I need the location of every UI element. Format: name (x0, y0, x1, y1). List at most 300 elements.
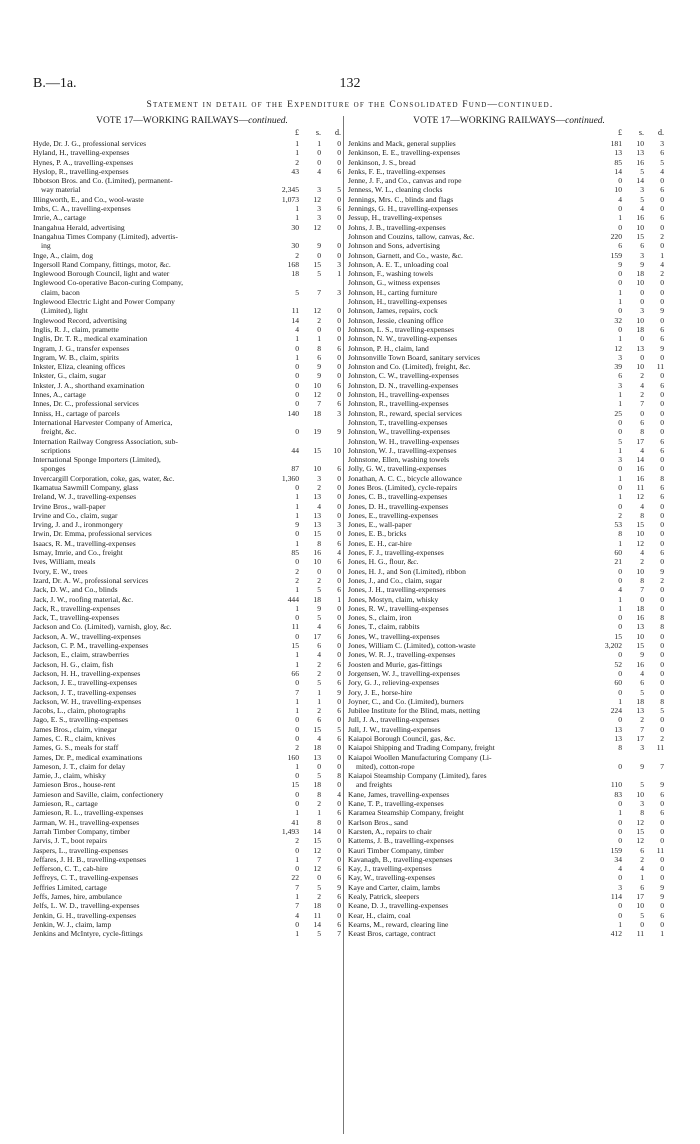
amount-shillings: 11 (636, 929, 644, 939)
ledger-row (348, 697, 670, 706)
amount-pence: 0 (337, 761, 341, 771)
amount-shillings: 0 (640, 287, 644, 297)
ledger-row (348, 883, 670, 892)
amount-pence: 0 (660, 390, 664, 400)
payee-name: Johnson, H., carting furniture (348, 287, 438, 297)
payee-name: claim, bacon (41, 287, 80, 297)
amount-shillings: 12 (313, 306, 321, 316)
payee-name: Jackson, E., claim, strawberries (33, 650, 129, 660)
ledger-row (348, 427, 670, 436)
ledger-row (348, 920, 670, 929)
amount-pence: 0 (660, 603, 664, 613)
payee-name: Inangahua Herald, advertising (33, 222, 125, 232)
amount-shillings: 17 (313, 631, 321, 641)
amount-pence: 6 (660, 436, 664, 446)
payee-name: mited), cotton-rope (356, 761, 415, 771)
amount-pounds: 0 (618, 278, 622, 288)
payee-name: Inkster, G., claim, sugar (33, 371, 106, 381)
amount-pounds: 1 (618, 213, 622, 223)
ledger-row (348, 185, 670, 194)
amount-pounds: 1 (618, 808, 622, 818)
amount-pounds: 3 (618, 455, 622, 465)
amount-pence: 10 (333, 445, 341, 455)
payee-name: Kear, H., claim, coal (348, 910, 411, 920)
ledger-row (348, 176, 670, 185)
ledger-row (33, 920, 351, 929)
amount-shillings: 10 (636, 566, 644, 576)
amount-pence: 0 (337, 157, 341, 167)
amount-pence: 6 (337, 892, 341, 902)
amount-shillings: 5 (640, 166, 644, 176)
ledger-row (348, 632, 670, 641)
amount-pounds: 52 (614, 659, 622, 669)
amount-pounds: 0 (618, 324, 622, 334)
amount-shillings: 2 (317, 482, 321, 492)
amount-shillings: 16 (313, 548, 321, 558)
amount-shillings: 1 (317, 139, 321, 148)
ledger-row (348, 464, 670, 473)
payee-name: Jones, H. G., flour, &c. (348, 557, 419, 567)
ledger-row (348, 502, 670, 511)
amount-shillings: 0 (640, 919, 644, 929)
ledger-row (33, 185, 351, 194)
payee-name: Kay, W., travelling-expenses (348, 873, 436, 883)
ledger-row (33, 929, 351, 938)
amount-pence: 6 (660, 380, 664, 390)
amount-pence: 0 (337, 650, 341, 660)
amount-pounds: 0 (295, 678, 299, 688)
payee-name: Ives, William, meals (33, 557, 96, 567)
amount-pounds: 1 (295, 892, 299, 902)
amount-pence: 6 (337, 734, 341, 743)
amount-pounds: 1 (618, 696, 622, 706)
ledger-row (33, 353, 351, 362)
ledger-row (33, 362, 351, 371)
payee-name: Karamea Steamship Company, freight (348, 808, 464, 818)
amount-shillings: 15 (313, 836, 321, 846)
ledger-row (348, 613, 670, 622)
amount-shillings: 2 (317, 315, 321, 325)
amount-pence: 0 (660, 501, 664, 511)
amount-pence: 0 (660, 399, 664, 409)
amount-shillings: 2 (317, 668, 321, 678)
ledger-row (348, 688, 670, 697)
ledger-row (33, 743, 351, 752)
amount-shillings: 8 (640, 427, 644, 437)
amount-pence: 8 (660, 613, 664, 623)
ledger-row (33, 260, 351, 269)
ledger-row (33, 650, 351, 659)
amount-pounds: 8 (618, 529, 622, 539)
amount-pence: 0 (337, 315, 341, 325)
amount-pence: 0 (660, 854, 664, 864)
amount-shillings: 12 (313, 864, 321, 874)
right-currency-header (348, 128, 670, 139)
amount-shillings: 8 (317, 817, 321, 827)
amount-pounds: 13 (614, 724, 622, 734)
amount-pounds: 444 (287, 594, 299, 604)
payee-name: Jones, E., travelling-expenses (348, 510, 439, 520)
amount-pence: 6 (660, 213, 664, 223)
ledger-row (348, 548, 670, 557)
amount-shillings: 4 (640, 501, 644, 511)
payee-name: Ingersoll Rand Company, fittings, motor, &c. (33, 259, 171, 269)
ledger-row (348, 260, 670, 269)
amount-shillings: 15 (636, 231, 644, 241)
ledger-row (348, 251, 670, 260)
payee-name: Jackson, A. W., travelling-expenses (33, 631, 141, 641)
amount-pounds: 39 (614, 362, 622, 372)
ledger-row (33, 148, 351, 157)
ledger-row (33, 195, 351, 204)
amount-pence: 0 (660, 417, 664, 427)
ledger-row (348, 641, 670, 650)
ledger-row (348, 446, 670, 455)
ledger-row (33, 753, 351, 762)
amount-shillings: 13 (313, 520, 321, 530)
amount-pence: 6 (337, 659, 341, 669)
amount-pence: 0 (660, 408, 664, 418)
amount-pounds: 30 (291, 241, 299, 251)
amount-shillings: 3 (317, 213, 321, 223)
ledger-row (33, 325, 351, 334)
amount-pence: 0 (660, 641, 664, 651)
amount-pence: 0 (660, 297, 664, 307)
payee-name: Johnston and Co. (Limited), freight, &c. (348, 362, 471, 372)
amount-pence: 9 (337, 427, 341, 437)
amount-shillings: 9 (317, 362, 321, 372)
amount-pounds: 4 (618, 585, 622, 595)
amount-shillings: 2 (640, 715, 644, 725)
series-reference: B.—1a. (33, 76, 77, 91)
ledger-row (33, 204, 351, 213)
payee-name: Jeffares, J. H. B., travelling-expenses (33, 854, 147, 864)
ledger-row (33, 734, 351, 743)
payee-name: Johnson, James, repairs, cock (348, 306, 438, 316)
ledger-row (348, 585, 670, 594)
amount-pounds: 159 (610, 845, 622, 855)
ledger-row (348, 706, 670, 715)
amount-pounds: 0 (618, 176, 622, 186)
amount-pounds: 0 (295, 529, 299, 539)
ledger-row (33, 557, 351, 566)
ledger-row (33, 576, 351, 585)
amount-pence: 0 (660, 176, 664, 186)
ledger-row (348, 715, 670, 724)
amount-pounds: 0 (618, 427, 622, 437)
amount-pounds: 2 (295, 566, 299, 576)
payee-name: Jorgensen, W. J., travelling-expenses (348, 668, 460, 678)
amount-pounds: 7 (295, 882, 299, 892)
amount-pence: 0 (660, 278, 664, 288)
amount-shillings: 2 (317, 659, 321, 669)
ledger-row (33, 818, 351, 827)
ledger-row (348, 167, 670, 176)
amount-shillings: 18 (636, 269, 644, 279)
amount-pounds: 1 (295, 204, 299, 214)
amount-pence: 6 (337, 585, 341, 595)
amount-shillings: 7 (317, 287, 321, 297)
ledger-row (348, 353, 670, 362)
amount-pence: 1 (660, 250, 664, 260)
ledger-row (33, 911, 351, 920)
amount-pounds: 0 (618, 836, 622, 846)
amount-pence: 6 (337, 204, 341, 214)
amount-pounds: 2 (618, 510, 622, 520)
amount-pence: 0 (660, 194, 664, 204)
amount-pounds: 1 (618, 287, 622, 297)
amount-pence: 0 (337, 510, 341, 520)
amount-pounds: 25 (614, 408, 622, 418)
payee-name: Inglewood Record, advertising (33, 315, 127, 325)
amount-pounds: 0 (618, 668, 622, 678)
payee-name: Jones, H. J., and Son (Limited), ribbon (348, 566, 466, 576)
payee-name: Invercargill Corporation, coke, gas, water, &c. (33, 473, 175, 483)
amount-pounds: 13 (614, 148, 622, 158)
amount-pounds: 87 (291, 464, 299, 474)
amount-pence: 0 (337, 901, 341, 911)
amount-pence: 0 (660, 668, 664, 678)
amount-shillings: 15 (313, 529, 321, 539)
ledger-row (348, 743, 670, 752)
amount-pence: 0 (337, 362, 341, 372)
payee-name: Jones, D. H., travelling-expenses (348, 501, 449, 511)
amount-shillings: 16 (636, 659, 644, 669)
amount-pence: 2 (660, 575, 664, 585)
shillings-header: s. (315, 128, 321, 137)
ledger-row (348, 158, 670, 167)
payee-name: Jamieson, R. L., travelling-expenses (33, 808, 144, 818)
amount-pence: 0 (337, 603, 341, 613)
amount-pence: 0 (337, 780, 341, 790)
amount-pounds: 1 (295, 213, 299, 223)
amount-pounds: 1 (295, 510, 299, 520)
amount-pence: 3 (337, 287, 341, 297)
payee-name: Johnson, H., travelling-expenses (348, 297, 447, 307)
payee-name: Johnson and Sons, advertising (348, 241, 440, 251)
amount-shillings: 0 (640, 408, 644, 418)
amount-pence: 0 (337, 324, 341, 334)
amount-pounds: 1 (295, 650, 299, 660)
ledger-row (348, 232, 670, 241)
amount-pounds: 1 (295, 854, 299, 864)
amount-shillings: 3 (640, 306, 644, 316)
amount-shillings: 3 (640, 250, 644, 260)
amount-pence: 0 (337, 613, 341, 623)
ledger-row (33, 502, 351, 511)
payee-name: Johnston, R., reward, special services (348, 408, 462, 418)
amount-pounds: 1,493 (281, 826, 299, 836)
amount-shillings: 12 (313, 845, 321, 855)
amount-shillings: 0 (317, 761, 321, 771)
amount-shillings: 12 (636, 538, 644, 548)
ledger-row (348, 213, 670, 222)
amount-pence: 0 (337, 306, 341, 316)
payee-name: Jones, William C. (Limited), cotton-waste (348, 641, 476, 651)
ledger-row (33, 697, 351, 706)
payee-name: Jacobs, L., claim, photographs (33, 706, 126, 716)
amount-pounds: 0 (618, 817, 622, 827)
ledger-row (33, 371, 351, 380)
amount-pounds: 0 (618, 482, 622, 492)
amount-pounds: 6 (618, 371, 622, 381)
amount-shillings: 14 (636, 455, 644, 465)
amount-shillings: 10 (636, 222, 644, 232)
payee-name: way material (41, 185, 81, 195)
amount-pence: 0 (337, 752, 341, 762)
payee-name: Jago, E. S., travelling-expenses (33, 715, 129, 725)
payee-name: Johnston, W., travelling-expenses (348, 427, 450, 437)
ledger-row (33, 567, 351, 576)
payee-name: Johnson, A. E. T., unloading coal (348, 259, 449, 269)
payee-name: Jaspers, L., travelling-expenses (33, 845, 129, 855)
ledger-row (33, 399, 351, 408)
payee-name: (Limited), light (41, 306, 88, 316)
ledger-row (33, 316, 351, 325)
amount-pence: 8 (660, 473, 664, 483)
ledger-row (33, 232, 351, 241)
amount-pence: 0 (337, 352, 341, 362)
payee-name: Jamieson and Saville, claim, confectionery (33, 789, 164, 799)
amount-pounds: 30 (291, 222, 299, 232)
amount-shillings: 10 (313, 464, 321, 474)
amount-shillings: 18 (313, 594, 321, 604)
amount-pence: 0 (337, 334, 341, 344)
ledger-row (33, 669, 351, 678)
amount-pounds: 0 (618, 575, 622, 585)
amount-pounds: 140 (287, 408, 299, 418)
payee-name: Ireland, W. J., travelling-expenses (33, 492, 137, 502)
amount-shillings: 13 (313, 492, 321, 502)
amount-shillings: 0 (640, 297, 644, 307)
payee-name: Jones, W. R. J., travelling-expenses (348, 650, 456, 660)
payee-name: Ingram, W. B., claim, spirits (33, 352, 119, 362)
payee-name: Inkster, Eliza, cleaning offices (33, 362, 126, 372)
ledger-row (348, 734, 670, 743)
ledger-row (348, 381, 670, 390)
payee-name: Irving, J. and J., ironmongery (33, 520, 123, 530)
ledger-row (348, 390, 670, 399)
amount-pence: 6 (337, 622, 341, 632)
amount-pence: 0 (337, 845, 341, 855)
amount-pence: 0 (660, 826, 664, 836)
ledger-row (33, 474, 351, 483)
amount-pence: 0 (660, 687, 664, 697)
amount-pounds: 0 (295, 362, 299, 372)
payee-name: Jennings, Mrs. C., blinds and flags (348, 194, 454, 204)
amount-pence: 0 (660, 864, 664, 874)
amount-shillings: 5 (317, 929, 321, 939)
amount-pence: 0 (660, 901, 664, 911)
payee-name: Jamieson, R., cartage (33, 799, 98, 809)
amount-shillings: 4 (640, 380, 644, 390)
payee-name: Jones, J., and Co., claim, sugar (348, 575, 442, 585)
ledger-row (33, 864, 351, 873)
payee-name: Jarvis, J. T., boot repairs (33, 836, 107, 846)
payee-name: James, G. S., meals for staff (33, 743, 119, 753)
amount-pence: 6 (337, 873, 341, 883)
amount-shillings: 15 (636, 520, 644, 530)
amount-pence: 0 (337, 910, 341, 920)
payee-name: Jull, J. W., travelling-expenses (348, 724, 441, 734)
payee-name: Johnston, R., travelling-expenses (348, 399, 449, 409)
amount-shillings: 0 (317, 157, 321, 167)
payee-name: Kaiapoi Borough Council, gas, &c. (348, 734, 456, 743)
payee-name: Jenne, J. F., and Co., canvas and rope (348, 176, 462, 186)
ledger-row (348, 148, 670, 157)
amount-pounds: 4 (295, 324, 299, 334)
amount-shillings: 10 (636, 315, 644, 325)
pence-header: d. (335, 128, 341, 137)
amount-shillings: 12 (636, 492, 644, 502)
amount-shillings: 10 (636, 901, 644, 911)
amount-pence: 8 (337, 771, 341, 781)
payee-name: Jones, T., claim, rabbits (348, 622, 420, 632)
ledger-row (33, 678, 351, 687)
amount-pence: 0 (660, 557, 664, 567)
payee-name: Jack, R., travelling-expenses (33, 603, 121, 613)
amount-pence: 0 (660, 817, 664, 827)
amount-pence: 6 (660, 789, 664, 799)
payee-name: Jeffries Limited, cartage (33, 882, 107, 892)
payee-name: Johnston, D. N., travelling-expenses (348, 380, 459, 390)
payee-name: Johnston, T., travelling-expenses (348, 417, 448, 427)
amount-pence: 0 (337, 148, 341, 158)
ledger-row (348, 864, 670, 873)
payee-name: Irvine Bros., wall-paper (33, 501, 106, 511)
amount-shillings: 3 (640, 743, 644, 753)
amount-pence: 0 (660, 631, 664, 641)
amount-pounds: 1 (295, 538, 299, 548)
payee-name: Jackson, J. T., travelling-expenses (33, 687, 137, 697)
amount-pounds: 1 (295, 585, 299, 595)
payee-name: Irvine and Co., claim, sugar (33, 510, 118, 520)
amount-pence: 11 (656, 362, 664, 372)
amount-shillings: 1 (317, 696, 321, 706)
payee-name: Johnston, H., travelling-expenses (348, 390, 450, 400)
ledger-row (348, 288, 670, 297)
ledger-row (33, 297, 351, 306)
ledger-row (348, 678, 670, 687)
ledger-row (33, 455, 351, 464)
payee-name: Jones, S., claim, iron (348, 613, 412, 623)
ledger-row (33, 483, 351, 492)
amount-shillings: 4 (640, 204, 644, 214)
amount-pounds: 0 (618, 222, 622, 232)
ledger-row (33, 873, 351, 882)
amount-shillings: 2 (317, 706, 321, 716)
right-column (348, 115, 670, 939)
amount-pence: 0 (660, 427, 664, 437)
amount-shillings: 10 (636, 139, 644, 148)
ledger-row (348, 306, 670, 315)
payee-name: Hyde, Dr. J. G., professional services (33, 139, 147, 148)
payee-name: James, C. R., claim, knives (33, 734, 116, 743)
amount-pounds: 85 (291, 548, 299, 558)
ledger-row (33, 901, 351, 910)
amount-pence: 4 (660, 259, 664, 269)
amount-pounds: 0 (618, 613, 622, 623)
amount-pounds: 168 (287, 259, 299, 269)
amount-shillings: 15 (313, 445, 321, 455)
amount-pounds: 1 (618, 603, 622, 613)
payee-name: Kealy, Patrick, sleepers (348, 892, 420, 902)
amount-shillings: 15 (636, 826, 644, 836)
amount-pounds: 0 (295, 557, 299, 567)
amount-shillings: 14 (636, 176, 644, 186)
left-column (33, 115, 351, 939)
amount-shillings: 8 (640, 510, 644, 520)
